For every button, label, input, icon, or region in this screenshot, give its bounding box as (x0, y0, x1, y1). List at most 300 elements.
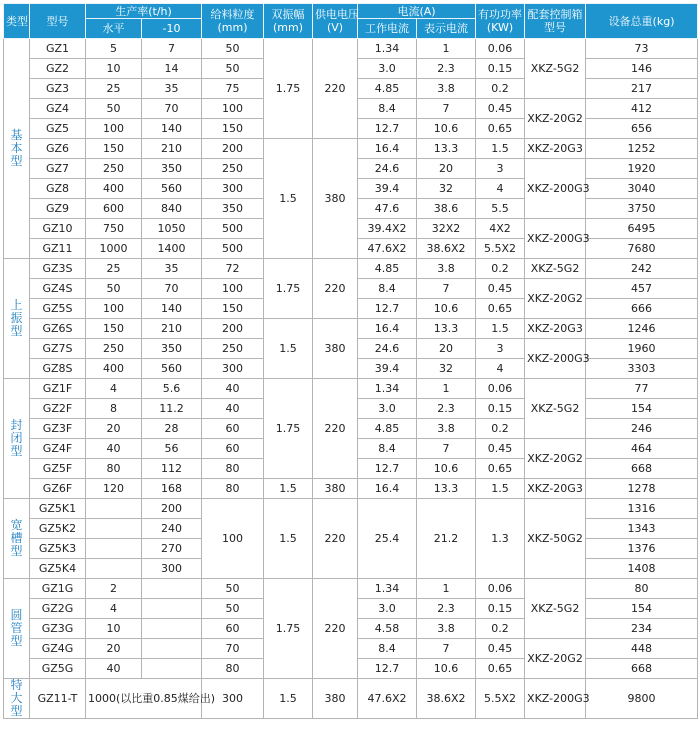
indicated-current-cell: 7 (417, 99, 476, 119)
header-row-1 (4, 4, 698, 19)
weight-cell: 666 (586, 299, 698, 319)
feeder-spec-table (3, 3, 698, 719)
weight-cell: 77 (586, 379, 698, 399)
header-voltage (313, 4, 358, 39)
capacity-level-cell: 50 (86, 99, 142, 119)
type-label-char: 封 (10, 418, 23, 432)
indicated-current-cell: 20 (417, 159, 476, 179)
capacity-minus10-cell: 14 (142, 59, 202, 79)
capacity-minus10-cell: 70 (142, 279, 202, 299)
capacity-level-cell: 20 (86, 419, 142, 439)
power-cell: 4X2 (476, 219, 525, 239)
capacity-minus10-cell (142, 659, 202, 679)
controller-cell: XKZ-20G2 (525, 439, 586, 479)
capacity-minus10-cell: 200 (142, 499, 202, 519)
indicated-current-cell: 10.6 (417, 659, 476, 679)
header-current: 电流(A) (358, 4, 476, 19)
working-current-cell: 12.7 (358, 659, 417, 679)
capacity-minus10-cell: 5.6 (142, 379, 202, 399)
type-label-char: 特 (10, 678, 23, 692)
feed-size-cell: 250 (202, 339, 264, 359)
model-cell: GZ6S (30, 319, 86, 339)
table-row (4, 379, 698, 399)
weight-cell: 234 (586, 619, 698, 639)
power-cell: 0.65 (476, 299, 525, 319)
model-cell: GZ1G (30, 579, 86, 599)
capacity-minus10-cell: 210 (142, 319, 202, 339)
power-cell: 5.5 (476, 199, 525, 219)
feed-size-cell: 60 (202, 419, 264, 439)
header-feed-size-unit: (mm) (217, 21, 248, 34)
weight-cell: 242 (586, 259, 698, 279)
working-current-cell: 12.7 (358, 119, 417, 139)
capacity-minus10-cell: 270 (142, 539, 202, 559)
model-cell: GZ2 (30, 59, 86, 79)
capacity-minus10-cell: 350 (142, 159, 202, 179)
feed-size-cell: 100 (202, 499, 264, 579)
header-feed-size (202, 4, 264, 39)
weight-cell: 1252 (586, 139, 698, 159)
indicated-current-cell: 38.6 (417, 199, 476, 219)
capacity-minus10-cell: 560 (142, 179, 202, 199)
model-cell: GZ11-T (30, 679, 86, 719)
header-controller (525, 4, 586, 39)
type-label-char: 振 (10, 311, 23, 325)
indicated-current-cell: 1 (417, 579, 476, 599)
capacity-minus10-cell: 70 (142, 99, 202, 119)
model-cell: GZ4 (30, 99, 86, 119)
table-row (4, 139, 698, 159)
capacity-level-cell: 50 (86, 279, 142, 299)
capacity-level-cell: 25 (86, 79, 142, 99)
indicated-current-cell: 3.8 (417, 259, 476, 279)
table-row (4, 259, 698, 279)
model-cell: GZ1F (30, 379, 86, 399)
amplitude-cell: 1.75 (264, 259, 313, 319)
power-cell: 1.5 (476, 319, 525, 339)
header-amplitude (264, 4, 313, 39)
amplitude-cell: 1.5 (264, 319, 313, 379)
weight-cell: 1960 (586, 339, 698, 359)
voltage-cell: 380 (313, 679, 358, 719)
voltage-cell: 220 (313, 579, 358, 679)
type-label-char: 圆 (10, 608, 23, 622)
capacity-level-cell: 250 (86, 159, 142, 179)
model-cell: GZ9 (30, 199, 86, 219)
power-cell: 0.15 (476, 59, 525, 79)
weight-cell: 668 (586, 459, 698, 479)
type-cell (4, 379, 30, 499)
amplitude-cell: 1.5 (264, 499, 313, 579)
working-current-cell: 1.34 (358, 39, 417, 59)
model-cell: GZ10 (30, 219, 86, 239)
header-controller-sub: 型号 (544, 21, 567, 34)
weight-cell: 1376 (586, 539, 698, 559)
power-cell: 0.2 (476, 619, 525, 639)
capacity-minus10-cell: 56 (142, 439, 202, 459)
model-cell: GZ7S (30, 339, 86, 359)
capacity-level-cell: 400 (86, 179, 142, 199)
power-cell: 3 (476, 339, 525, 359)
header-amplitude-unit: (mm) (273, 21, 304, 34)
model-cell: GZ5K2 (30, 519, 86, 539)
table-row (4, 499, 698, 519)
working-current-cell: 47.6X2 (358, 679, 417, 719)
indicated-current-cell: 38.6X2 (417, 239, 476, 259)
feed-size-cell: 60 (202, 439, 264, 459)
voltage-cell: 220 (313, 499, 358, 579)
capacity-level-cell: 4 (86, 379, 142, 399)
type-label-char: 型 (10, 154, 23, 168)
model-cell: GZ4F (30, 439, 86, 459)
header-power-unit: (KW) (486, 21, 514, 34)
voltage-cell: 220 (313, 259, 358, 319)
type-label-char: 型 (10, 544, 23, 558)
capacity-minus10-cell: 350 (142, 339, 202, 359)
working-current-cell: 12.7 (358, 459, 417, 479)
header-indicated-current: 表示电流 (417, 19, 476, 39)
capacity-minus10-cell: 35 (142, 259, 202, 279)
power-cell: 0.45 (476, 99, 525, 119)
table-row (4, 479, 698, 499)
model-cell: GZ5K1 (30, 499, 86, 519)
capacity-level-cell: 10 (86, 619, 142, 639)
header-voltage-label: 供电电压 (315, 8, 360, 21)
power-cell: 0.65 (476, 119, 525, 139)
working-current-cell: 8.4 (358, 279, 417, 299)
weight-cell: 3303 (586, 359, 698, 379)
header-capacity-minus10: -10 (142, 19, 202, 39)
working-current-cell: 1.34 (358, 579, 417, 599)
power-cell: 0.2 (476, 419, 525, 439)
type-label-char: 型 (10, 444, 23, 458)
indicated-current-cell: 2.3 (417, 399, 476, 419)
header-controller-label: 配套控制箱 (527, 8, 583, 21)
capacity-minus10-cell: 7 (142, 39, 202, 59)
power-cell: 0.65 (476, 659, 525, 679)
header-working-current: 工作电流 (358, 19, 417, 39)
feed-size-cell: 300 (202, 179, 264, 199)
model-cell: GZ7 (30, 159, 86, 179)
working-current-cell: 3.0 (358, 59, 417, 79)
header-capacity-level: 水平 (86, 19, 142, 39)
capacity-minus10-cell: 240 (142, 519, 202, 539)
model-cell: GZ8 (30, 179, 86, 199)
power-cell: 0.15 (476, 399, 525, 419)
amplitude-cell: 1.5 (264, 679, 313, 719)
capacity-minus10-cell: 112 (142, 459, 202, 479)
indicated-current-cell: 10.6 (417, 299, 476, 319)
model-cell: GZ3F (30, 419, 86, 439)
type-label-char: 上 (10, 298, 23, 312)
capacity-minus10-cell (142, 619, 202, 639)
type-label-char: 型 (10, 324, 23, 338)
working-current-cell: 3.0 (358, 599, 417, 619)
feed-size-cell: 80 (202, 479, 264, 499)
table-body (4, 4, 698, 719)
model-cell: GZ4S (30, 279, 86, 299)
feed-size-cell: 350 (202, 199, 264, 219)
type-label-char: 型 (10, 704, 23, 718)
indicated-current-cell: 2.3 (417, 59, 476, 79)
feed-size-cell: 70 (202, 639, 264, 659)
capacity-minus10-cell: 840 (142, 199, 202, 219)
feed-size-cell: 60 (202, 619, 264, 639)
capacity-level-cell: 1000 (86, 239, 142, 259)
indicated-current-cell: 3.8 (417, 619, 476, 639)
model-cell: GZ2F (30, 399, 86, 419)
feed-size-cell: 40 (202, 399, 264, 419)
type-cell (4, 259, 30, 379)
weight-cell: 154 (586, 599, 698, 619)
working-current-cell: 47.6X2 (358, 239, 417, 259)
controller-cell: XKZ-20G2 (525, 279, 586, 319)
weight-cell: 217 (586, 79, 698, 99)
indicated-current-cell: 13.3 (417, 479, 476, 499)
model-cell: GZ5K4 (30, 559, 86, 579)
power-cell: 4 (476, 359, 525, 379)
feed-size-cell: 500 (202, 219, 264, 239)
amplitude-cell: 1.75 (264, 39, 313, 139)
indicated-current-cell: 1 (417, 39, 476, 59)
feed-size-cell: 200 (202, 139, 264, 159)
capacity-minus10-cell: 560 (142, 359, 202, 379)
working-current-cell: 4.85 (358, 419, 417, 439)
type-cell (4, 499, 30, 579)
feed-size-cell: 50 (202, 599, 264, 619)
capacity-level-cell: 100 (86, 299, 142, 319)
controller-cell: XKZ-5G2 (525, 39, 586, 99)
capacity-level-cell: 600 (86, 199, 142, 219)
indicated-current-cell: 32 (417, 359, 476, 379)
capacity-level-cell: 40 (86, 659, 142, 679)
controller-cell: XKZ-200G3 (525, 219, 586, 259)
table-row (4, 579, 698, 599)
capacity-minus10-cell: 140 (142, 119, 202, 139)
working-current-cell: 4.85 (358, 259, 417, 279)
indicated-current-cell: 7 (417, 279, 476, 299)
capacity-level-cell: 5 (86, 39, 142, 59)
weight-cell: 448 (586, 639, 698, 659)
voltage-cell: 220 (313, 39, 358, 139)
weight-cell: 6495 (586, 219, 698, 239)
capacity-minus10-cell (142, 599, 202, 619)
weight-cell: 1278 (586, 479, 698, 499)
capacity-level-cell: 25 (86, 259, 142, 279)
capacity-level-cell: 750 (86, 219, 142, 239)
weight-cell: 9800 (586, 679, 698, 719)
amplitude-cell: 1.5 (264, 479, 313, 499)
power-cell: 1.3 (476, 499, 525, 579)
header-type: 类型 (4, 4, 30, 39)
type-label-char: 管 (10, 621, 23, 635)
feed-size-cell: 80 (202, 659, 264, 679)
indicated-current-cell: 2.3 (417, 599, 476, 619)
weight-cell: 464 (586, 439, 698, 459)
working-current-cell: 39.4 (358, 179, 417, 199)
model-cell: GZ5 (30, 119, 86, 139)
capacity-cell: 1000(以比重0.85煤给出) (86, 679, 202, 719)
capacity-level-cell: 2 (86, 579, 142, 599)
model-cell: GZ3S (30, 259, 86, 279)
weight-cell: 146 (586, 59, 698, 79)
header-feed-size-label: 给料粒度 (210, 8, 255, 21)
model-cell: GZ3 (30, 79, 86, 99)
feed-size-cell: 100 (202, 279, 264, 299)
model-cell: GZ6 (30, 139, 86, 159)
table-row (4, 319, 698, 339)
capacity-minus10-cell: 140 (142, 299, 202, 319)
indicated-current-cell: 38.6X2 (417, 679, 476, 719)
weight-cell: 7680 (586, 239, 698, 259)
model-cell: GZ1 (30, 39, 86, 59)
capacity-level-cell: 80 (86, 459, 142, 479)
model-cell: GZ5F (30, 459, 86, 479)
power-cell: 0.45 (476, 639, 525, 659)
controller-cell: XKZ-20G2 (525, 639, 586, 679)
amplitude-cell: 1.75 (264, 379, 313, 479)
capacity-level-cell: 120 (86, 479, 142, 499)
feed-size-cell: 150 (202, 119, 264, 139)
feed-size-cell: 72 (202, 259, 264, 279)
model-cell: GZ5G (30, 659, 86, 679)
model-cell: GZ6F (30, 479, 86, 499)
feed-size-cell: 40 (202, 379, 264, 399)
indicated-current-cell: 13.3 (417, 139, 476, 159)
voltage-cell: 380 (313, 319, 358, 379)
header-weight: 设备总重(kg) (586, 4, 698, 39)
working-current-cell: 47.6 (358, 199, 417, 219)
power-cell: 0.06 (476, 39, 525, 59)
amplitude-cell: 1.75 (264, 579, 313, 679)
indicated-current-cell: 7 (417, 439, 476, 459)
working-current-cell: 16.4 (358, 319, 417, 339)
power-cell: 0.65 (476, 459, 525, 479)
indicated-current-cell: 32 (417, 179, 476, 199)
feed-size-cell: 100 (202, 99, 264, 119)
capacity-level-cell: 40 (86, 439, 142, 459)
controller-cell: XKZ-5G2 (525, 379, 586, 439)
power-cell: 5.5X2 (476, 679, 525, 719)
controller-cell: XKZ-200G3 (525, 679, 586, 719)
feed-size-cell: 75 (202, 79, 264, 99)
model-cell: GZ4G (30, 639, 86, 659)
capacity-level-cell: 8 (86, 399, 142, 419)
weight-cell: 656 (586, 119, 698, 139)
working-current-cell: 4.85 (358, 79, 417, 99)
capacity-level-cell: 150 (86, 139, 142, 159)
power-cell: 0.06 (476, 579, 525, 599)
capacity-minus10-cell: 1050 (142, 219, 202, 239)
capacity-minus10-cell: 300 (142, 559, 202, 579)
capacity-level-cell: 400 (86, 359, 142, 379)
weight-cell: 3040 (586, 179, 698, 199)
table-row (4, 679, 698, 719)
working-current-cell: 8.4 (358, 639, 417, 659)
header-amplitude-label: 双振幅 (271, 8, 305, 21)
power-cell: 3 (476, 159, 525, 179)
working-current-cell: 16.4 (358, 479, 417, 499)
indicated-current-cell: 10.6 (417, 119, 476, 139)
weight-cell: 668 (586, 659, 698, 679)
indicated-current-cell: 20 (417, 339, 476, 359)
weight-cell: 73 (586, 39, 698, 59)
feed-size-cell: 80 (202, 459, 264, 479)
working-current-cell: 3.0 (358, 399, 417, 419)
type-cell (4, 39, 30, 259)
type-label-char: 宽 (10, 518, 23, 532)
type-label-char: 闭 (10, 431, 23, 445)
weight-cell: 1316 (586, 499, 698, 519)
power-cell: 0.06 (476, 379, 525, 399)
capacity-minus10-cell (142, 579, 202, 599)
power-cell: 0.2 (476, 259, 525, 279)
power-cell: 5.5X2 (476, 239, 525, 259)
working-current-cell: 4.58 (358, 619, 417, 639)
indicated-current-cell: 1 (417, 379, 476, 399)
capacity-minus10-cell: 28 (142, 419, 202, 439)
controller-cell: XKZ-20G2 (525, 99, 586, 139)
weight-cell: 1408 (586, 559, 698, 579)
type-label-char: 基 (10, 128, 23, 142)
type-label-char: 本 (10, 141, 23, 155)
capacity-level-cell: 4 (86, 599, 142, 619)
feed-size-cell: 50 (202, 59, 264, 79)
voltage-cell: 220 (313, 379, 358, 479)
weight-cell: 246 (586, 419, 698, 439)
power-cell: 0.45 (476, 439, 525, 459)
controller-cell: XKZ-5G2 (525, 259, 586, 279)
weight-cell: 1920 (586, 159, 698, 179)
capacity-minus10-cell: 11.2 (142, 399, 202, 419)
working-current-cell: 1.34 (358, 379, 417, 399)
type-label-char: 大 (10, 691, 23, 705)
header-power (476, 4, 525, 39)
feed-size-cell: 300 (202, 359, 264, 379)
feed-size-cell: 300 (202, 679, 264, 719)
capacity-level-cell: 100 (86, 119, 142, 139)
capacity-minus10-cell: 168 (142, 479, 202, 499)
power-cell: 0.15 (476, 599, 525, 619)
type-label-char: 槽 (10, 531, 23, 545)
capacity-level-cell: 10 (86, 59, 142, 79)
indicated-current-cell: 32X2 (417, 219, 476, 239)
capacity-level-cell: 250 (86, 339, 142, 359)
type-cell (4, 679, 30, 719)
weight-cell: 412 (586, 99, 698, 119)
working-current-cell: 24.6 (358, 159, 417, 179)
model-cell: GZ3G (30, 619, 86, 639)
voltage-cell: 380 (313, 139, 358, 259)
controller-cell: XKZ-5G2 (525, 579, 586, 639)
feed-size-cell: 250 (202, 159, 264, 179)
table-row (4, 39, 698, 59)
amplitude-cell: 1.5 (264, 139, 313, 259)
weight-cell: 457 (586, 279, 698, 299)
weight-cell: 154 (586, 399, 698, 419)
header-voltage-unit: (V) (326, 21, 344, 34)
capacity-minus10-cell: 210 (142, 139, 202, 159)
header-power-label: 有功功率 (478, 8, 523, 21)
feed-size-cell: 200 (202, 319, 264, 339)
header-model: 型号 (30, 4, 86, 39)
capacity-level-cell (86, 539, 142, 559)
working-current-cell: 8.4 (358, 99, 417, 119)
power-cell: 0.45 (476, 279, 525, 299)
indicated-current-cell: 3.8 (417, 79, 476, 99)
type-label-char: 型 (10, 634, 23, 648)
power-cell: 0.2 (476, 79, 525, 99)
